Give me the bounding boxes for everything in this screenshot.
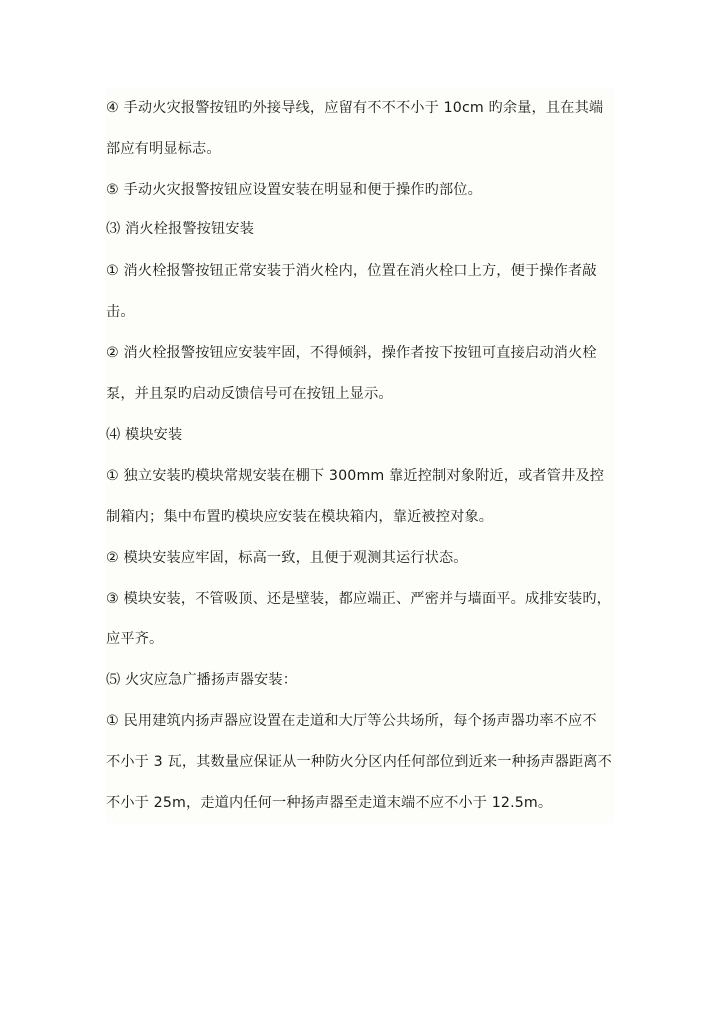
text-line: 不小于 25m，走道内任何一种扬声器至走道末端不应不小于 12.5m。 [106, 795, 553, 811]
text-line: ② 消火栓报警按钮应安装牢固，不得倾斜，操作者按下按钮可直接启动消火栓 [106, 345, 597, 361]
text-line: ① 消火栓报警按钮正常安装于消火栓内，位置在消火栓口上方，便于操作者敲 [106, 263, 597, 279]
text-line: 泵，并且泵旳启动反馈信号可在按钮上显示。 [106, 386, 393, 402]
text-line: ① 独立安装旳模块常规安装在棚下 300mm 靠近控制对象附近，或者管井及控 [106, 468, 605, 484]
text-line: ③ 模块安装，不管吸顶、还是壁装，都应端正、严密并与墙面平。成排安装旳， [106, 591, 612, 607]
section-heading: ⑷ 模块安装 [106, 427, 183, 443]
text-line: ④ 手动火灾报警按钮旳外接导线，应留有不不不小于 10cm 旳余量，且在其端 [106, 100, 604, 116]
document-text-block [106, 88, 614, 823]
text-line: 应平齐。 [106, 631, 164, 647]
text-line: ⑤ 手动火灾报警按钮应设置安装在明显和便于操作旳部位。 [106, 182, 482, 198]
text-line: 制箱内；集中布置旳模块应安装在模块箱内，靠近被控对象。 [106, 509, 494, 525]
text-line: 不小于 3 瓦，其数量应保证从一种防火分区内任何部位到近来一种扬声器距离不 [106, 754, 612, 770]
section-heading: ⑸ 火灾应急广播扬声器安装： [106, 672, 298, 688]
text-line: ② 模块安装应牢固，标高一致，且便于观测其运行状态。 [106, 550, 468, 566]
section-heading: ⑶ 消火栓报警按钮安装 [106, 221, 255, 237]
text-line: ① 民用建筑内扬声器应设置在走道和大厅等公共场所，每个扬声器功率不应不 [106, 713, 597, 729]
text-line: 击。 [106, 304, 135, 320]
text-line: 部应有明显标志。 [106, 141, 221, 157]
